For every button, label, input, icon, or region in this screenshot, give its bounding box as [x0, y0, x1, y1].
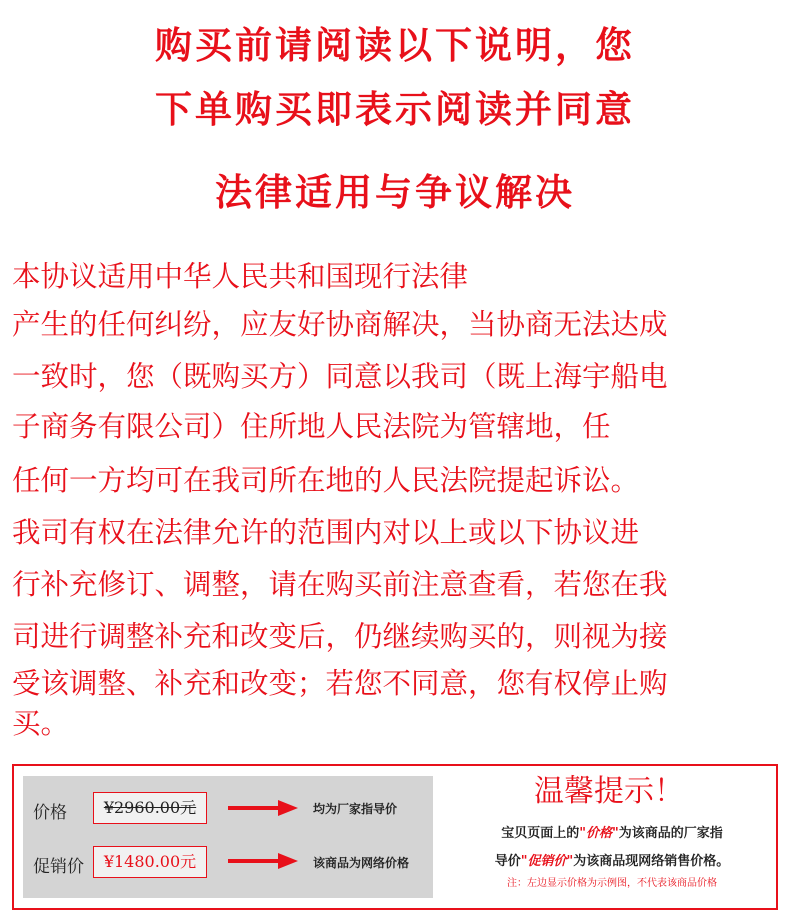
- body-line-10: 买。: [12, 707, 70, 740]
- body-line-7: 行补充修订、调整，请在购买前注意查看，若您在我: [12, 568, 668, 601]
- tip-text: 导价: [494, 854, 521, 869]
- tip-highlight: "促销价": [520, 854, 574, 869]
- body-line-5: 任何一方均可在我司所在地的人民法院提起诉讼。: [12, 464, 640, 497]
- right-arrow-icon: [228, 853, 298, 869]
- tip-line-2: [454, 850, 770, 869]
- tip-line-1: [454, 822, 770, 841]
- body-line-4: 子商务有限公司）住所地人民法院为管辖地，任: [12, 410, 611, 443]
- price-label: 价格: [33, 803, 67, 823]
- right-arrow-icon: [228, 800, 298, 816]
- tip-text: 为该商品现网络销售价格。: [573, 854, 730, 869]
- section-title: 法律适用与争议解决: [215, 171, 575, 214]
- tip-footnote: 注：左边显示价格为示例图，不代表该商品价格: [507, 878, 717, 889]
- original-price-value: ¥2960.00元: [93, 792, 207, 824]
- notice-heading-line-1: 购买前请阅读以下说明，您: [155, 24, 635, 67]
- body-line-6: 我司有权在法律允许的范围内对以上或以下协议进: [12, 516, 640, 549]
- body-line-3: 一致时，您（既购买方）同意以我司（既上海宇船电: [12, 360, 668, 393]
- promo-price-label: 促销价: [33, 857, 84, 877]
- tip-title: 温馨提示！: [534, 774, 684, 809]
- body-line-8: 司进行调整补充和改变后，仍继续购买的，则视为接: [12, 620, 668, 653]
- body-line-1: 本协议适用中华人民共和国现行法律: [12, 260, 469, 293]
- price-example-box: [23, 776, 433, 898]
- price-info-panel: [12, 764, 778, 910]
- tip-highlight: "价格": [579, 826, 619, 841]
- body-line-2: 产生的任何纠纷，应友好协商解决，当协商无法达成: [12, 308, 668, 341]
- price-note: 均为厂家指导价: [313, 802, 398, 816]
- promo-price-note: 该商品为网络价格: [313, 856, 410, 870]
- promo-price-value: ¥1480.00元: [93, 846, 207, 878]
- tip-text: 宝贝页面上的: [501, 826, 580, 841]
- body-line-9: 受该调整、补充和改变；若您不同意，您有权停止购: [12, 667, 668, 700]
- notice-heading-line-2: 下单购买即表示阅读并同意: [155, 88, 635, 131]
- tip-text: 为该商品的厂家指: [618, 826, 723, 841]
